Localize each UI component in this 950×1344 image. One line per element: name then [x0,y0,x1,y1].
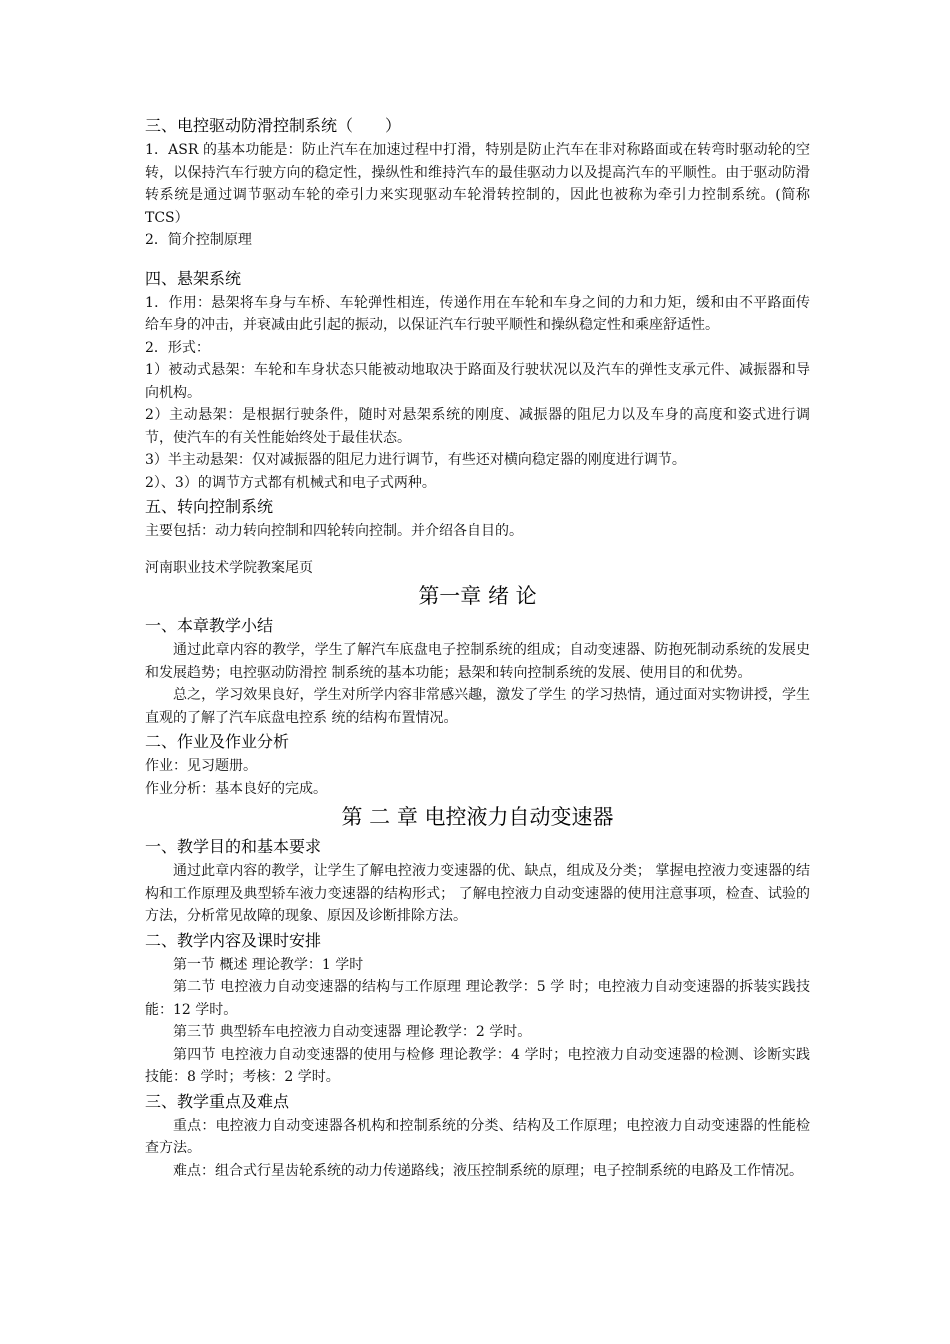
section-heading-suspension: 四、悬架系统 [145,268,242,288]
suspension-paragraph-1: 1．作用：悬架将车身与车桥、车轮弹性相连，传递作用在车轮和车身之间的力和力矩，缓和由不平路面传给车身的冲击，并衰减由此引起的振动，以保证汽车行驶平顺性和操纵稳定性和乘座舒适性。 [145,294,810,333]
chapter1-summary-heading: 一、本章教学小结 [145,616,274,635]
chapter2-key-heading: 三、教学重点及难点 [145,1091,290,1111]
suspension-paragraph-4: 2）主动悬架：是根据行驶条件，随时对悬架系统的刚度、减振器的阻尼力以及车身的高度和姿式进行调节，使汽车的有关性能始终处于最佳状态。 [145,407,810,446]
chapter1-summary-paragraph-1: 通过此章内容的教学，学生了解汽车底盘电子控制系统的组成；自动变速器、防抱死制动系统的发展史和发展趋势；电控驱动防滑控 制系统的基本功能；悬架和转向控制系统的发展、使用目的和优势。 [145,642,810,681]
chapter2-goals-heading: 一、教学目的和基本要求 [145,837,322,856]
chapter2-difficulties: 难点：组合式行星齿轮系统的动力传递路线；液压控制系统的原理；电子控制系统的电路及工作情况。 [173,1162,803,1179]
footer-label: 河南职业技术学院教案尾页 [145,559,313,576]
chapter2-content-item-1: 第一节 概述 理论教学：1 学时 [173,956,364,973]
steering-paragraph-1: 主要包括：动力转向控制和四轮转向控制。并介绍各自目的。 [145,523,523,539]
chapter2-content-item-2: 第二节 电控液力自动变速器的结构与工作原理 理论教学：5 学 时；电控液力自动变速器的拆装实践技能：12 学时。 [145,979,810,1018]
chapter2-content-heading: 二、教学内容及课时安排 [145,930,322,950]
chapter1-homework-analysis: 作业分析：基本良好的完成。 [145,780,327,797]
chapter2-key-points: 重点：电控液力自动变速器各机构和控制系统的分类、结构及工作原理；电控液力自动变速器的性能检查方法。 [145,1117,810,1156]
chapter2-goals-paragraph: 通过此章内容的教学，让学生了解电控液力变速器的优、缺点，组成及分类； 掌握电控液力变速器的结构和工作原理及典型轿车液力变速器的结构形式； 了解电控液力自动变速器的使用注意事项，检查、试验的方法，分析常见故障的现象、原因及诊断排除方法。 [145,863,810,924]
section-heading-asr: 三、电控驱动防滑控制系统（ ） [145,116,402,135]
chapter1-homework: 作业：见习题册。 [145,758,257,774]
document-page [145,113,810,1182]
chapter2-content-item-3: 第三节 典型轿车电控液力自动变速器 理论教学：2 学时。 [173,1024,532,1040]
suspension-paragraph-2: 2．形式： [145,339,210,356]
asr-paragraph-1: 1．ASR 的基本功能是：防止汽车在加速过程中打滑，特别是防止汽车在非对称路面或在转弯时驱动轮的空转，以保持汽车行驶方向的稳定性，操纵性和维持汽车的最佳驱动力以及提高汽车的平顺性。由于驱动防滑转系统是通过调节驱动车轮的牵引力来实现驱动车轮滑转控制的，因此也被称为牵引力控制系统。(简称 TCS） [145,142,810,226]
chapter1-title: 第一章 绪 论 [418,584,537,608]
suspension-paragraph-5: 3）半主动悬架：仅对减振器的阻尼力进行调节，有些还对横向稳定器的刚度进行调节。 [145,452,686,468]
suspension-paragraph-6: 2）、3）的调节方式都有机械式和电子式两种。 [145,474,436,491]
suspension-paragraph-3: 1）被动式悬架：车轮和车身状态只能被动地取决于路面及行驶状况以及汽车的弹性支承元件、减振器和导向机构。 [145,362,810,401]
section-heading-steering: 五、转向控制系统 [145,497,274,516]
chapter1-summary-paragraph-2: 总之，学习效果良好，学生对所学内容非常感兴趣，激发了学生 的学习热情，通过面对实物讲授，学生直观的了解了汽车底盘电控系 统的结构布置情况。 [145,687,810,726]
chapter1-homework-heading: 二、作业及作业分析 [145,732,290,751]
chapter2-title: 第 二 章 电控液力自动变速器 [341,805,614,829]
chapter2-content-item-4: 第四节 电控液力自动变速器的使用与检修 理论教学：4 学时；电控液力自动变速器的检测、诊断实践技能：8 学时；考核：2 学时。 [145,1046,810,1085]
asr-paragraph-2: 2．简介控制原理 [145,232,252,248]
